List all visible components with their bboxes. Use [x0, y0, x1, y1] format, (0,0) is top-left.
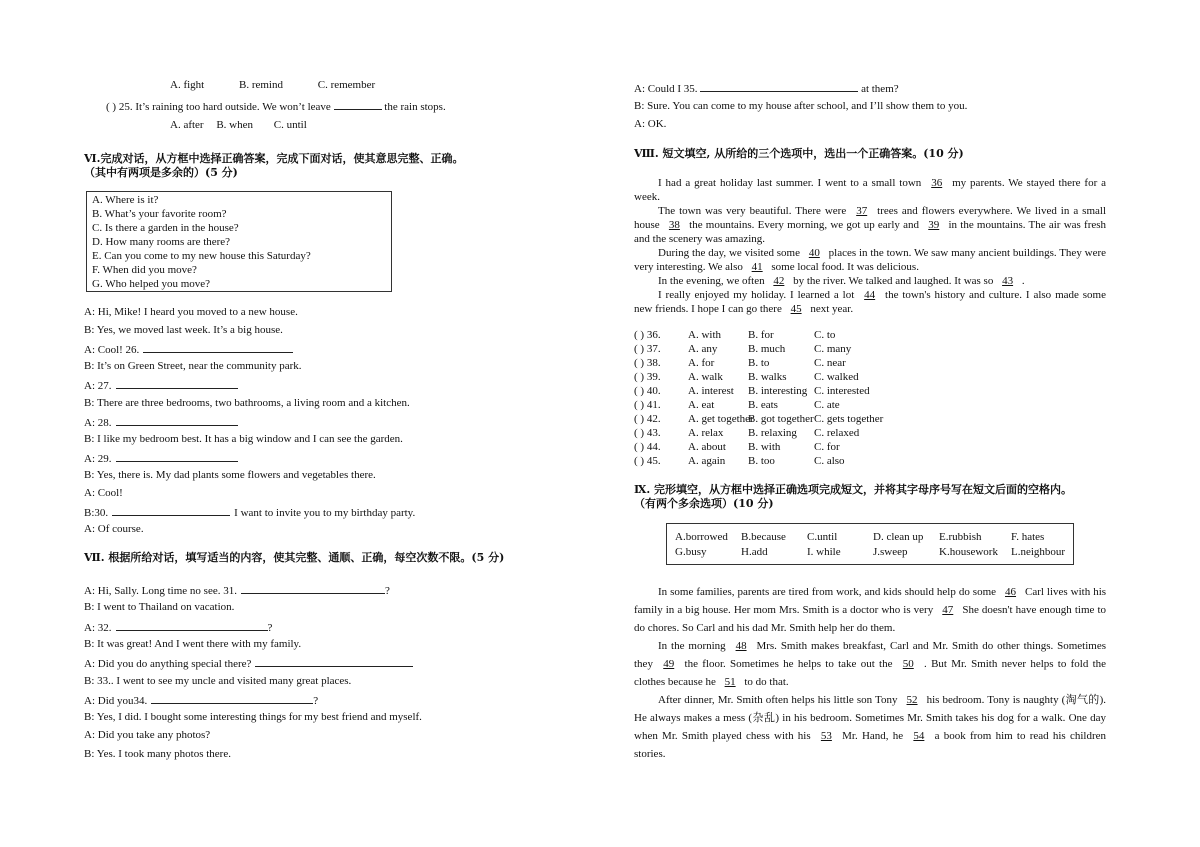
dialogue-line	[84, 675, 351, 688]
paragraph	[634, 583, 1106, 637]
word-option: E.rubbish	[939, 531, 982, 543]
choice-c: C. near	[814, 357, 846, 369]
paragraph	[634, 637, 1106, 691]
choice-b: B. too	[748, 455, 775, 467]
dialogue-line	[84, 601, 234, 614]
option-item: E. Can you come to my new house this Saturday?	[92, 250, 311, 262]
choice-b: B. eats	[748, 399, 778, 411]
choice-b: B. relaxing	[748, 427, 797, 439]
word-option: D. clean up	[873, 531, 924, 543]
choice-b: B. interesting	[748, 385, 808, 397]
word-option: J.sweep	[873, 546, 908, 558]
option-item: F. When did you move?	[92, 264, 197, 276]
numbered-blank[interactable]: 40	[808, 247, 820, 259]
choice-c: C. also	[814, 455, 845, 467]
dialogue-text: B: There are three bedrooms, two bathrooms, a living room and a kitchen.	[84, 396, 410, 409]
section9-subtitle: （有两个多余选项）(10 分)	[634, 497, 774, 510]
option-item: G. Who helped you move?	[92, 278, 211, 290]
choice-a: A. about	[688, 441, 726, 453]
dialogue-line	[84, 711, 422, 724]
choice-row	[634, 441, 840, 454]
dialogue-text: B: Yes, I did. I bought some interesting things for my best friend and myself.	[84, 711, 422, 724]
word-option: B.because	[741, 531, 786, 543]
passage-text: the mountains. Every morning, we got up early and	[689, 219, 920, 231]
q24-options	[170, 79, 375, 92]
choice-a: A. relax	[688, 427, 724, 439]
dialogue-line	[84, 324, 283, 337]
dialogue-text: I want to invite you to my birthday party.	[234, 507, 416, 520]
dialogue-line	[84, 656, 413, 671]
choice-a: A. eat	[688, 399, 715, 411]
answer-paren[interactable]: ( ) 45.	[634, 455, 661, 467]
choice-c: C. gets together	[814, 413, 884, 425]
answer-blank[interactable]	[151, 693, 313, 704]
answer-paren[interactable]: ( ) 38.	[634, 357, 661, 369]
passage-text: trees and flowers everywhere. We lived in a small house	[634, 205, 1107, 231]
word-option: F. hates	[1011, 531, 1045, 543]
q25-option-c: C. until	[273, 119, 307, 131]
dialogue-line	[84, 451, 242, 466]
q35-prefix: A: Could I 35.	[634, 83, 698, 95]
word-option: G.busy	[675, 546, 707, 558]
passage-text: to do that.	[744, 676, 789, 688]
choice-c: C. walked	[814, 371, 859, 383]
choice-b: B. got together	[748, 413, 814, 425]
q25-option-a: A. after	[170, 119, 204, 131]
option-item: D. How many rooms are there?	[92, 236, 231, 248]
passage-text: in the mountains. The air was fresh and the scenery was amazing.	[634, 219, 1107, 245]
dialogue-text: A: Cool! 26.	[84, 344, 140, 357]
choice-c: C. ate	[814, 399, 840, 411]
passage-text: places in the town. We saw many ancient buildings. They were very interesting. We also	[634, 247, 1107, 273]
q25-text: It’s raining too hard outside. We won’t leave	[135, 101, 331, 113]
choice-c: C. to	[814, 329, 836, 341]
passage-text: After dinner, Mr. Smith often helps his little son Tony	[658, 694, 898, 706]
dialogue-line: A: OK.	[634, 118, 667, 130]
choice-b: B. for	[748, 329, 774, 341]
dialogue-text: B: I went to Thailand on vacation.	[84, 601, 235, 614]
section9-word-box	[666, 523, 1074, 565]
section9-title: Ⅸ. 完形填空，从方框中选择正确选项完成短文，并将其字母序号写在短文后面的空格内。	[634, 483, 1073, 496]
dialogue-text: ?	[384, 585, 390, 597]
section9-passage	[634, 583, 1106, 763]
dialogue-text: B: Yes, there is. My dad plants some flowers and vegetables there.	[84, 468, 376, 481]
dialogue-text: B: Yes, we moved last week. It’s a big house.	[84, 324, 283, 337]
dialogue-line	[84, 729, 210, 742]
choice-a: A. walk	[688, 371, 723, 383]
choice-a: A. with	[688, 329, 721, 341]
choice-a: A. for	[688, 357, 715, 369]
numbered-blank[interactable]: 52	[906, 694, 918, 706]
answer-paren[interactable]: ( ) 25.	[106, 101, 133, 113]
choice-row	[634, 427, 859, 440]
q35-line	[634, 81, 899, 96]
choice-row	[634, 413, 883, 426]
section6-option-box	[86, 191, 392, 292]
answer-blank[interactable]	[255, 656, 413, 667]
answer-blank[interactable]	[700, 81, 858, 92]
paragraph	[634, 288, 1106, 316]
passage-text: the floor. Sometimes he helps to take out the	[684, 658, 893, 670]
numbered-blank[interactable]: 48	[735, 640, 747, 652]
dialogue-line	[84, 378, 242, 393]
dialogue-line	[84, 583, 390, 598]
numbered-blank[interactable]: 43	[1002, 275, 1014, 287]
passage-text: .	[1021, 275, 1025, 287]
answer-paren[interactable]: ( ) 40.	[634, 385, 661, 397]
dialogue-text: . I went to see my uncle and visited many great places.	[110, 674, 352, 687]
passage-text: In the evening, we often	[658, 275, 765, 287]
choice-row	[634, 385, 870, 398]
passage-text: some local food. It was delicious.	[771, 261, 919, 273]
dialogue-text: B: It was great! And I went there with my family.	[84, 637, 302, 650]
answer-paren[interactable]: ( ) 39.	[634, 371, 661, 383]
passage-text: Mrs. Smith makes breakfast, Carl and Mr. Smith do other things. Sometimes they	[634, 640, 1106, 670]
section7-title: Ⅶ. 根据所给对话，填写适当的内容，使其完整、通顺、正确，每空次数不限。(5 分)	[84, 551, 505, 564]
choice-c: C. many	[814, 343, 852, 355]
paragraph	[634, 176, 1106, 204]
dialogue-line	[84, 620, 272, 635]
answer-paren[interactable]: ( ) 37.	[634, 343, 661, 355]
passage-text: a book from him to read his children stories.	[634, 730, 1106, 760]
dialogue-text: A: 32.	[84, 621, 112, 634]
numbered-blank[interactable]: 42	[773, 275, 785, 287]
dialogue-text: A: 27.	[84, 380, 112, 393]
choice-b: B. to	[748, 357, 770, 369]
passage-text: In the morning	[658, 640, 726, 652]
word-option: A.borrowed	[675, 531, 728, 543]
dialogue-line	[84, 505, 415, 520]
q35-suffix: at them?	[861, 83, 899, 95]
option-item: B. What’s your favorite room?	[92, 208, 227, 220]
numbered-blank[interactable]: 45	[790, 303, 802, 315]
answer-blank[interactable]	[116, 378, 238, 389]
choice-a: A. interest	[688, 385, 734, 397]
passage-text: by the river. We talked and laughed. It was so	[793, 275, 994, 287]
answer-paren[interactable]: ( ) 41.	[634, 399, 661, 411]
choice-b: B. much	[748, 343, 786, 355]
paragraph	[634, 691, 1106, 763]
dialogue-line	[84, 306, 298, 319]
option-item: A. Where is it?	[92, 194, 159, 206]
choice-row	[634, 399, 840, 412]
q25-tail: the rain stops.	[384, 101, 446, 113]
choice-c: C. for	[814, 441, 840, 453]
passage-text: next year.	[810, 303, 854, 315]
dialogue-text: A: Did you take any photos?	[84, 729, 211, 742]
answer-blank[interactable]	[143, 342, 293, 353]
paragraph	[634, 204, 1106, 246]
answer-paren[interactable]: ( ) 42.	[634, 413, 661, 425]
word-option: C.until	[807, 531, 838, 543]
paragraph	[634, 246, 1106, 274]
dialogue-text: A: Hi, Sally. Long time no see. 31.	[84, 585, 237, 597]
section8-passage	[634, 176, 1106, 316]
dialogue-text: A: Cool!	[84, 487, 123, 499]
choice-b: B. with	[748, 441, 781, 453]
word-option: K.housework	[939, 546, 998, 558]
dialogue-text: A: 28.	[84, 416, 112, 429]
dialogue-text: ?	[313, 694, 319, 707]
numbered-blank[interactable]: 49	[663, 658, 675, 670]
dialogue-line	[84, 748, 231, 761]
passage-text: the town's history and culture. I also made some new friends. I hope I can go there	[634, 289, 1106, 315]
choice-row	[634, 329, 835, 342]
passage-text: Carl lives with his family in a big house. Her mom Mrs. Smith is a doctor who is very	[634, 586, 1107, 616]
choice-b: B. walks	[748, 371, 787, 383]
paragraph	[634, 274, 1106, 288]
passage-text: my parents. We stayed there for a week.	[634, 177, 1107, 203]
dialogue-text: A: 29.	[84, 452, 112, 465]
q25-options	[170, 119, 307, 132]
dialogue-line	[84, 638, 301, 651]
passage-text: The town was very beautiful. There were	[658, 205, 847, 217]
dialogue-text: A: Did you34.	[84, 694, 148, 707]
dialogue-text: ?	[267, 621, 273, 634]
answer-blank[interactable]	[116, 415, 238, 426]
choice-c: C. interested	[814, 385, 870, 397]
choice-c: C. relaxed	[814, 427, 860, 439]
dialogue-text: B: Yes. I took many photos there.	[84, 747, 231, 760]
q24-option-b: B. remind	[238, 79, 283, 91]
q25-stem	[106, 99, 446, 114]
choice-a: A. again	[688, 455, 726, 467]
dialogue-text: B: I like my bedroom best. It has a big window and I can see the garden.	[84, 432, 403, 445]
answer-blank[interactable]	[116, 620, 268, 631]
passage-text: Mr. Hand, he	[842, 730, 904, 742]
numbered-blank[interactable]: 41	[751, 261, 763, 273]
passage-text: She doesn't have enough time to do chores. So Carl and his dad Mr. Smith help her do them.	[634, 604, 1106, 634]
q25-option-b: B. when	[216, 119, 254, 131]
dialogue-line	[84, 523, 144, 536]
choice-row	[634, 455, 845, 468]
q24-option-c: C. remember	[317, 79, 376, 91]
numbered-blank[interactable]: 38	[668, 219, 680, 231]
choice-row	[634, 343, 851, 356]
choice-row	[634, 357, 846, 370]
dialogue-line	[84, 342, 297, 357]
passage-text: I had a great holiday last summer. I went to a small town	[658, 177, 922, 189]
dialogue-text: B: 33.	[84, 674, 111, 687]
numbered-blank[interactable]: 46	[1005, 586, 1017, 598]
numbered-blank[interactable]: 44	[864, 289, 876, 301]
numbered-blank[interactable]: 36	[931, 177, 943, 189]
dialogue-line	[84, 487, 123, 500]
numbered-blank[interactable]: 37	[856, 205, 868, 217]
dialogue-text: A: Of course.	[84, 523, 144, 536]
dialogue-line	[84, 469, 376, 482]
answer-paren[interactable]: ( ) 43.	[634, 427, 661, 439]
answer-blank[interactable]	[334, 99, 382, 110]
passage-text: his bedroom. Tony is naughty (淘气的). He always makes a mess (杂乱) in his bedroom. Sometimes Mr. Smith takes his dog for a walk. One day when Mr. Smith played chess with his	[634, 694, 1107, 742]
answer-paren[interactable]: ( ) 44.	[634, 441, 661, 453]
choice-a: A. any	[688, 343, 718, 355]
answer-blank[interactable]	[116, 451, 238, 462]
dialogue-line	[84, 433, 403, 446]
numbered-blank[interactable]: 50	[902, 658, 914, 670]
answer-blank[interactable]	[112, 505, 230, 516]
dialogue-line	[84, 693, 318, 708]
passage-text: In some families, parents are tired from work, and kids should help do some	[658, 586, 997, 598]
passage-text: . But Mr. Smith never helps to fold the clothes because he	[634, 658, 1107, 688]
word-option: H.add	[741, 546, 768, 558]
choice-a: A. get together	[688, 413, 754, 425]
section8-title: Ⅷ. 短文填空, 从所给的三个选项中，选出一个正确答案。(10 分)	[634, 147, 964, 160]
word-option: L.neighbour	[1011, 546, 1066, 558]
answer-blank[interactable]	[241, 583, 385, 594]
word-option: I. while	[807, 546, 841, 558]
passage-text: I really enjoyed my holiday. I learned a lot	[658, 289, 855, 301]
numbered-blank[interactable]: 47	[942, 604, 954, 616]
dialogue-line	[84, 397, 410, 410]
dialogue-line: B: Sure. You can come to my house after school, and I’ll show them to you.	[634, 100, 968, 112]
numbered-blank[interactable]: 39	[928, 219, 940, 231]
q24-option-a: A. fight	[170, 79, 205, 91]
section6-title: Ⅵ.完成对话，从方框中选择正确答案，完成下面对话，使其意思完整、正确。	[84, 152, 464, 165]
dialogue-text: A: Did you do anything special there?	[84, 658, 252, 671]
dialogue-text: B:30.	[84, 507, 109, 520]
numbered-blank[interactable]: 51	[724, 676, 736, 688]
dialogue-text: A: Hi, Mike! I heard you moved to a new house.	[84, 306, 298, 318]
dialogue-line	[84, 360, 302, 373]
passage-text: During the day, we visited some	[658, 247, 800, 259]
numbered-blank[interactable]: 53	[820, 730, 832, 742]
choice-row	[634, 371, 859, 384]
numbered-blank[interactable]: 54	[913, 730, 925, 742]
dialogue-line	[84, 415, 242, 430]
answer-paren[interactable]: ( ) 36.	[634, 329, 661, 341]
option-item: C. Is there a garden in the house?	[92, 222, 239, 234]
section6-subtitle: （其中有两项是多余的）(5 分)	[84, 166, 238, 179]
dialogue-text: B: It’s on Green Street, near the community park.	[84, 360, 302, 373]
